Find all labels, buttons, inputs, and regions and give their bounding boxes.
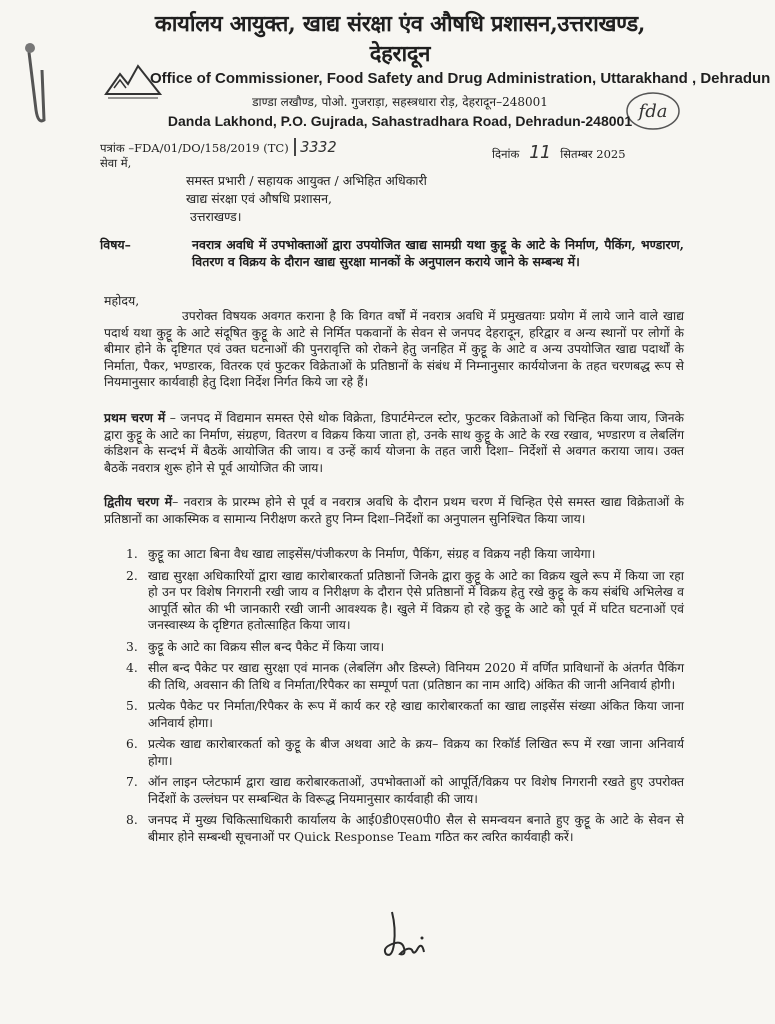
reference-line	[100, 138, 337, 156]
recipient-line-2: खाद्य संरक्षा एवं औषधि प्रशासन,	[186, 191, 333, 206]
subject-text: नवरात्र अवधि में उपभोक्ताओं द्वारा उपयोजित खाद्य सामग्री यथा कुट्टू के आटे के निर्माण, पैकिंग, भण्डारण, वितरण व विक्रय के दौरान खाद्य सुरक्षा मानकों के अनुपालन कराये जाने के सम्बन्ध में।	[192, 237, 684, 269]
ref-handwritten-number: 3332	[294, 138, 336, 156]
signature-icon	[378, 908, 434, 966]
phase-1-paragraph	[104, 410, 684, 476]
paper-clip-icon	[22, 40, 50, 130]
subject-label: विषय–	[100, 237, 131, 252]
list-item: 7. ऑन लाइन प्लेटफार्म द्वारा खाद्य करोबारकताओं, उपभोक्ताओं को आपूर्ति/विक्रय पर विशेष निगरानी रखते हुए उपरोक्त निर्देशों के उल्लंघन पर सम्बन्धित के विरूद्ध नियमानुसार कार्यवाही की जाय।	[126, 775, 684, 806]
list-item: 1. कुट्टू का आटा बिना वैध खाद्य लाइसेंस/पंजीकरण के निर्माण, पैकिंग, संग्रह व विक्रय नही किया जायेगा।	[126, 547, 596, 561]
fda-logo-text: fda	[638, 101, 668, 122]
office-address-hindi: डाण्डा लखौण्ड, पोओ. गुजराड़ा, सहस्त्रधारा रोड़, देहरादून–248001	[252, 95, 548, 109]
list-item: 5. प्रत्येक पैकेट पर निर्माता/रिपैकर के रूप में कार्य कर रहे खाद्य कारोबारकर्ता का खाद्य लाइसेंस संख्या अंकित किया जाना अनिवार्य होगा।	[126, 699, 684, 730]
date-month-year: सितम्बर 2025	[560, 147, 626, 161]
list-item: 8. जनपद में मुख्य चिकित्साधिकारी कार्यालय के आई0डी0एस0पी0 सैल से समन्वयन बनाते हुए कुट्टू के आटे के सेवन से बीमार होने सम्बन्धी सूचनाओं पर Quick Response Team गठित कर त्वरित कार्यवाही करें।	[126, 813, 684, 844]
office-title-hindi: कार्यालय आयुक्त, खाद्य संरक्षा एंव औषधि प्रशासन,उत्तराखण्ड, देहरादून	[154, 11, 646, 67]
phase-2-paragraph	[104, 494, 684, 527]
phase-2-label: द्वितीय चरण में	[104, 494, 173, 509]
phase-2-text: – नवरात्र के प्रारम्भ होने से पूर्व व नवरात्र अवधि के दौरान प्रथम चरण में चिन्हित ऐसे समस्त खाद्य विक्रेताओं के प्रतिष्ठानों का आकस्मिक व सामान्य निरीक्षण करते हुए निम्न दिशा–निर्देशों का अनुपालन सुनिश्चित किया जाय।	[104, 495, 684, 526]
office-address-english: Danda Lakhond, P.O. Gujrada, Sahastradhara Road, Dehradun-248001	[167, 113, 633, 129]
salutation: महोदय,	[104, 293, 140, 308]
recipient-line-1: समस्त प्रभारी / सहायक आयुक्त / अभिहित अधिकारी	[186, 173, 427, 188]
office-title-english: Office of Commissioner, Food Safety and Drug Administration, Uttarakhand , Dehradun	[150, 70, 771, 87]
date-line	[492, 142, 626, 163]
ref-number: FDA/01/DO/158/2019 (TC)	[134, 141, 289, 155]
ref-label: पत्रांक –	[100, 141, 135, 155]
date-label: दिनांक	[492, 147, 520, 161]
list-item: 2. खाद्य सुरक्षा अधिकारियों द्वारा खाद्य कारोबारकर्ता प्रतिष्ठानों जिनके द्वारा कुट्टू के आटे का विक्रय खुले रूप में किया जा रहा हो उन पर विशेष निगरानी रखी जाय व निरीक्षण के दौरान ऐसे प्रतिष्ठानों में विक्रय हेतु रखे कुट्टू के कय संबंधि अभिलेख व आपूर्ति स्रोत की भी जानकारी रखी जानी आवश्यक है। खुले में विक्रय हो रहे कुट्टू के आटे को पूर्व में घटित घटनाओं एवं जनस्वास्थ्य के दृष्टिगत हतोत्साहित किया जाय।	[126, 568, 684, 632]
list-item: 4. सील बन्द पैकेट पर खाद्य सुरक्षा एवं मानक (लेबलिंग और डिस्प्ले) विनियम 2020 में वर्णित प्राविधानों के अंतर्गत पैकिंग की तिथि, अवसान की तिथि व निर्माता/रिपैकर का सम्पूर्ण पता (प्रतिष्ठान का नाम आदि) अंकित की जानी अनिवार्य होगी।	[126, 661, 684, 692]
seva-label: सेवा में,	[100, 156, 132, 170]
list-item: 6. प्रत्येक खाद्य कारोबारकर्ता को कुट्टू के बीज अथवा आटे के क्रय– विक्रय का रिकॉर्ड लिखित रूप में रखा जाना अनिवार्य होगा।	[126, 737, 684, 768]
directives-list	[126, 546, 684, 850]
intro-paragraph: उपरोक्त विषयक अवगत कराना है कि विगत वर्षों में नवरात्र अवधि में प्रमुखतयाः प्रयोग में लाये जाने वाले खाद्य पदार्थ यथा कुट्टू के आटे संदूषित कुट्टू के आटे से निर्मित पकवानों के सेवन से जनपद देहरादून, हरिद्वार व अन्य स्थानों पर लोगों के बीमार होने के दृष्टिगत एवं उक्त घटनाओं की पुनरावृत्ति को रोकने हेतु जनहित में कुट्टू के आटे व अन्य उपयोजित खाद्य पदार्थों के निर्माता, पैकर, भण्डारक, वितरक एवं फुटकर विक्रेताओं के प्रतिष्ठानों के संबंध में निम्नानुसार कार्ययोजना के तहत चरणबद्ध रूप से नियमानुसार कार्यवाही हेतु दिशा निर्देश निर्गत किये जा रहे हैं।	[104, 309, 684, 389]
list-item: 3. कुट्टू के आटे का विक्रय सील बन्द पैकेट में किया जाय।	[126, 639, 385, 654]
phase-1-text: – जनपद में विद्यमान समस्त ऐसे थोक विक्रेता, डिपार्टमेन्टल स्टोर, फुटकर विक्रेताओं को चिन्हित किया जाय, जिनके द्वारा कुट्टू के आटे का निर्माण, संग्रहण, वितरण व विक्रय किया जाता हो, उनके साथ कुट्टू के आटे के रख रखाव, भण्डारण व लेबलिंग कंडिशन के सन्दर्भ में बैठकें आयोजित की जाय। व उन्हें कार्य योजना के तहत जारी दिशा– निर्देशों से अवगत कराया जाय। उक्त बैठकें नवरात्र शुरू होने से पूर्व आयोजित की जाय।	[104, 411, 685, 475]
phase-1-label: प्रथम चरण में	[104, 410, 166, 425]
recipient-line-3: उत्तराखण्ड।	[190, 209, 242, 224]
date-day: 11	[528, 142, 551, 163]
